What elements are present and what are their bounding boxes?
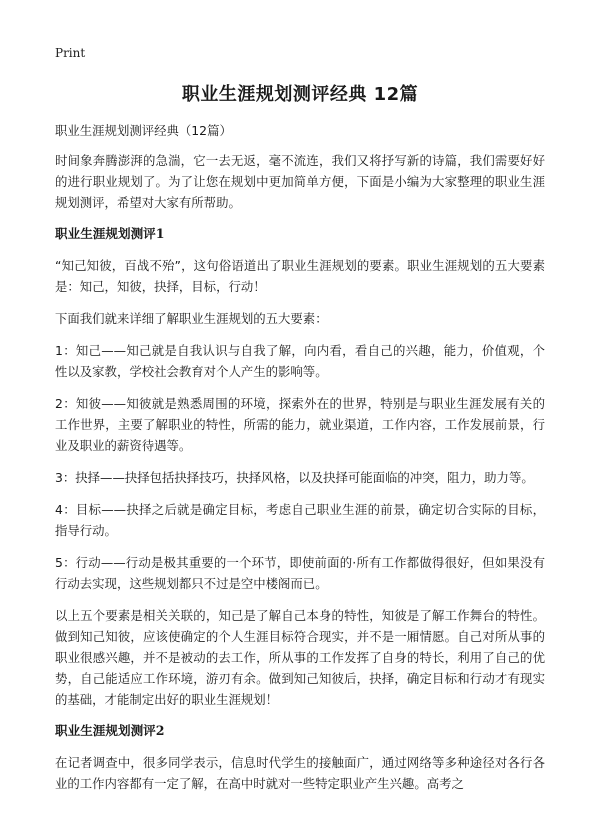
intro-paragraph: 时间象奔腾澎湃的急湍，它一去无返，毫不流连，我们又将抒写新的诗篇，我们需要好好的进行职业规划了。为了让您在规划中更加简单方便，下面是小编为大家整理的职业生涯规划测评，希望对大家有所帮助。 <box>55 153 545 210</box>
print-link[interactable]: Print <box>55 46 86 60</box>
paragraph: 下面我们就来详细了解职业生涯规划的五大要素： <box>55 311 328 326</box>
paragraph: 4：目标——抉择之后就是确定目标，考虑自己职业生涯的前景，确定切合实际的目标，指导行动。 <box>55 502 545 538</box>
paragraph: 在记者调查中，很多同学表示，信息时代学生的接触面广，通过网络等多种途径对各行各业的工作内容都有一定了解，在高中时就对一些特定职业产生兴趣。高考之 <box>55 755 545 791</box>
section-heading-1: 职业生涯规划测评1 <box>55 226 165 241</box>
document-subtitle: 职业生涯规划测评经典（12篇） <box>55 123 232 138</box>
paragraph: 1：知己——知己就是自我认识与自我了解，向内看，看自己的兴趣，能力，价值观，个性以及家教，学校社会教育对个人产生的影响等。 <box>55 343 545 379</box>
document-body <box>55 120 545 805</box>
paragraph: 2：知彼——知彼就是熟悉周围的环境，探索外在的世界，特别是与职业生涯发展有关的工作世界，主要了解职业的特性，所需的能力，就业渠道，工作内容，工作发展前景，行业及职业的薪资待遇等。 <box>55 396 545 453</box>
paragraph: 5：行动——行动是极其重要的一个环节，即使前面的·所有工作都做得很好，但如果没有行动去实现，这些规划都只不过是空中楼阁而已。 <box>55 555 545 591</box>
paragraph: 以上五个要素是相关关联的，知己是了解自己本身的特性，知彼是了解工作舞台的特性。做到知己知彼，应该使确定的个人生涯目标符合现实，并不是一厢情愿。自己对所从事的职业很感兴趣，并不是被动的去工作，所从事的工作发挥了自身的特长，利用了自己的优势，自己能适应工作环境，游刃有余。做到知己知彼后，抉择，确定目标和行动才有现实的基础，才能制定出好的职业生涯规划！ <box>55 608 545 707</box>
document-title: 职业生涯规划测评经典 12篇 <box>181 84 419 105</box>
section-heading-2: 职业生涯规划测评2 <box>55 723 165 738</box>
paragraph: “知己知彼，百战不殆”，这句俗语道出了职业生涯规划的要素。职业生涯规划的五大要素是：知己，知彼，抉择，目标，行动！ <box>55 258 545 294</box>
paragraph: 3：抉择——抉择包括抉择技巧，抉择风格，以及抉择可能面临的冲突，阻力，助力等。 <box>55 470 534 485</box>
